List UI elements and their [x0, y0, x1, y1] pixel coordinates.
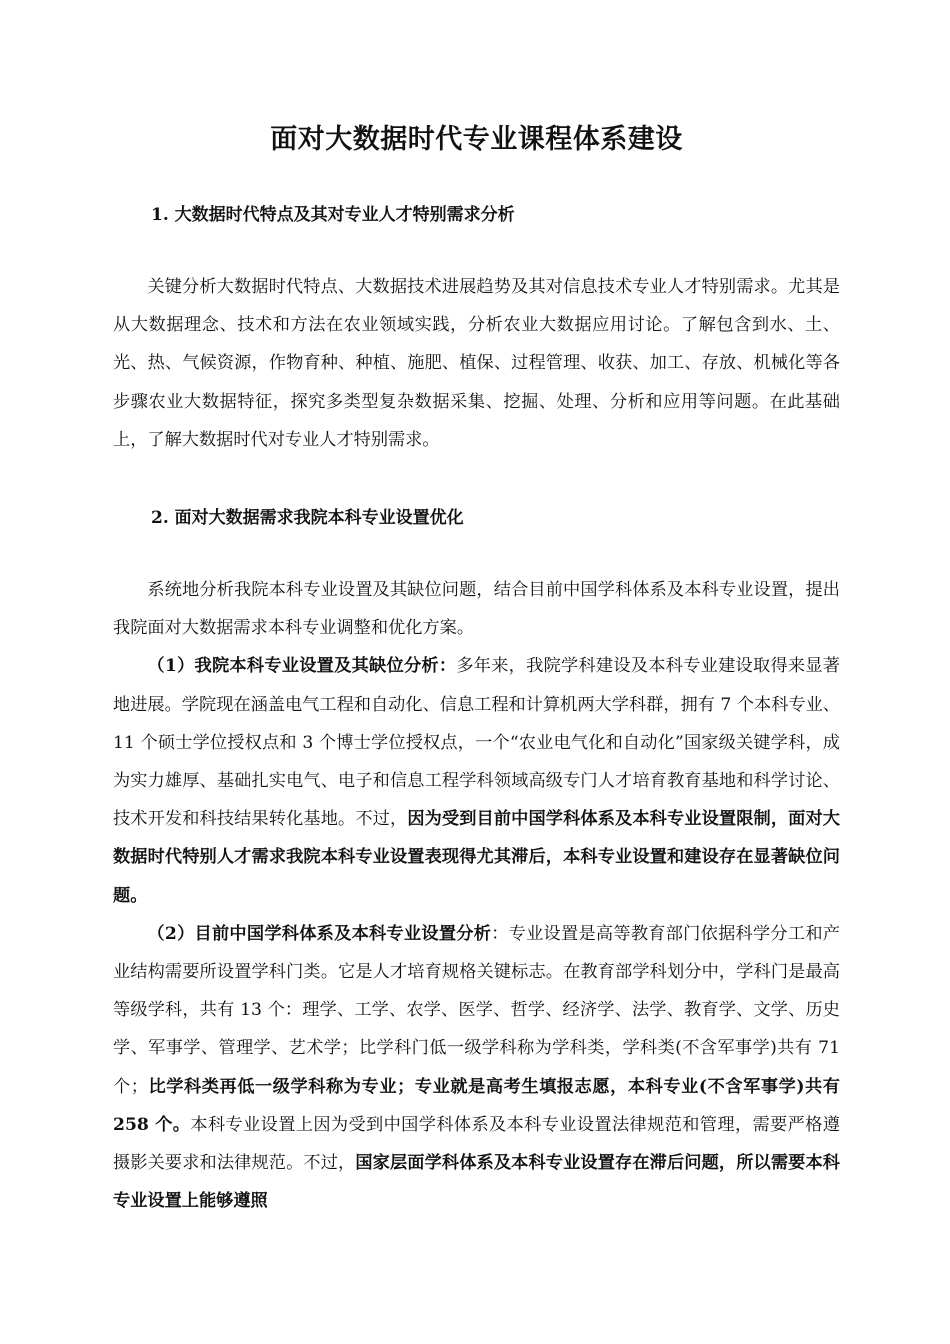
document-title: 面对大数据时代专业课程体系建设 — [270, 124, 683, 155]
item-1-bold-text: 因为受到目前中国学科体系及本科专业设置限制，面对大数据时代特别人才需求我院本科专业设置表现得尤其滞后，本科专业设置和建设存在显著缺位问题。 — [113, 809, 840, 906]
section-1-paragraph: 关键分析大数据时代特点、大数据技术进展趋势及其对信息技术专业人才特别需求。尤其是从大数据理念、技术和方法在农业领域实践，分析农业大数据应用讨论。了解包含到水、土、光、热、气候资源，作物育种、种植、施肥、植保、过程管理、收获、加工、存放、机械化等各步骤农业大数据特征，探究多类型复杂数据采集、挖掘、处理、分析和应用等问题。在此基础上，了解大数据时代对专业人才特别需求。 — [113, 277, 840, 450]
item-2-text-1: 专业设置是高等教育部门依据科学分工和产业结构需要所设置学科门类。它是人才培育规格关键标志。在教育部学科划分中，学科门是最高等级学科，共有 13 个：理学、工学、农学、医学、哲学、经济学、法学、教育学、文学、历史学、军事学、管理学、艺术学；比学科门低一级学科称为学科类，学科类(不含军事学)共有 71 个； — [113, 923, 840, 1097]
section-2-item-1-paragraph — [113, 647, 840, 914]
item-2-bold-text-1: 比学科类再低一级学科称为专业；专业就是高考生填报志愿，本科专业(不含军事学)共有 258 个。 — [113, 1076, 840, 1135]
item-1-text: 多年来，我院学科建设及本科专业建设取得来显著地进展。学院现在涵盖电气工程和自动化、信息工程和计算机两大学科群，拥有 7 个本科专业、11 个硕士学位授权点和 3 个博士学位授权点，一个“农业电气化和自动化”国家级关键学科，成为实力雄厚、基础扎实电气、电子和信息工程学科领域高级专门人才培育教育基地和科学讨论、技术开发和科技结果转化基地。不过， — [113, 656, 840, 830]
item-2-text-2: 本科专业设置上因为受到中国学科体系及本科专业设置法律规范和管理，需要严格遵摄影关要求和法律规范。不过， — [113, 1114, 840, 1174]
item-2-colon: ： — [491, 923, 509, 944]
section-1-heading: 1. 大数据时代特点及其对专业人才特别需求分析 — [151, 205, 515, 225]
item-1-lead: （1）我院本科专业设置及其缺位分析： — [147, 656, 457, 677]
section-2-intro-paragraph: 系统地分析我院本科专业设置及其缺位问题，结合目前中国学科体系及本科专业设置，提出我院面对大数据需求本科专业调整和优化方案。 — [113, 580, 840, 639]
item-2-bold-text-2: 国家层面学科体系及本科专业设置存在滞后问题，所以需要本科专业设置上能够遵照 — [113, 1153, 840, 1212]
section-2-heading: 2. 面对大数据需求我院本科专业设置优化 — [151, 508, 464, 529]
item-2-lead: （2）目前中国学科体系及本科专业设置分析 — [147, 923, 492, 944]
section-2-item-2-paragraph — [113, 915, 840, 1221]
